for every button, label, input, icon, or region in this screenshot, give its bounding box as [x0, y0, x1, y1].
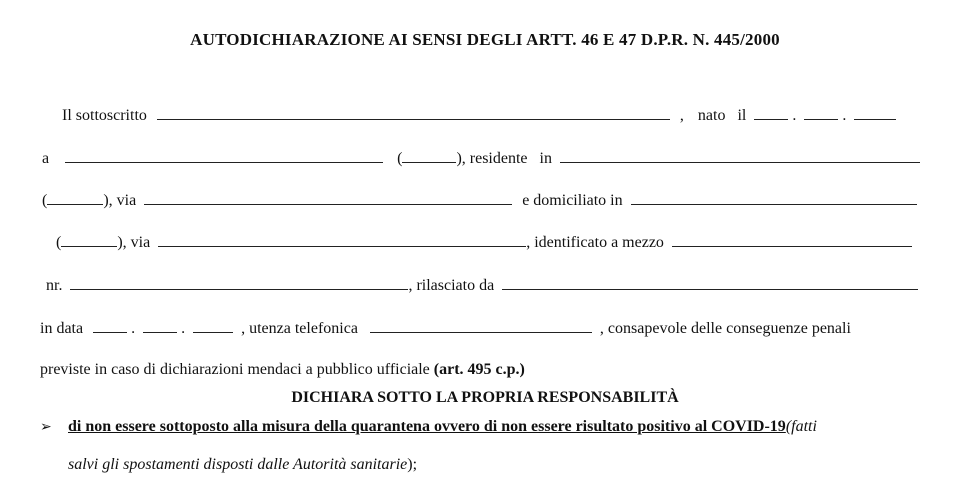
label-consapevole: , consapevole delle conseguenze penali [599, 320, 851, 337]
declaration-text: di non essere sottoposto alla misura della quarantena ovvero di non essere risultato positivo al COVID-19 [68, 418, 786, 435]
declaration-note-line [68, 455, 417, 475]
row-domicile-address [56, 232, 912, 253]
paren-open: ( [56, 234, 62, 251]
label-in: in [539, 150, 552, 167]
label-residente: ), residente [456, 150, 528, 167]
label-a: a [42, 150, 50, 167]
row-residence-address [42, 190, 917, 211]
field-id-document[interactable] [672, 232, 912, 247]
arrow-bullet-icon: ➢ [40, 420, 52, 435]
field-residence-province[interactable] [47, 190, 103, 205]
label-in-data: in data [40, 320, 84, 337]
declaration-heading: DICHIARA SOTTO LA PROPRIA RESPONSABILITÀ [291, 389, 679, 406]
row-birthplace [42, 148, 920, 169]
declaration-item [40, 418, 817, 436]
document-title: AUTODICHIARAZIONE AI SENSI DEGLI ARTT. 46 E 47 D.P.R. N. 445/2000 [190, 30, 780, 49]
label-utenza: , utenza telefonica [241, 320, 358, 337]
date-separator: . [131, 320, 136, 337]
field-birth-day[interactable] [754, 105, 788, 120]
field-birth-province[interactable] [402, 148, 456, 163]
field-issue-day[interactable] [93, 318, 127, 333]
field-domicile-province[interactable] [61, 232, 117, 247]
label-previste: previste in caso di dichiarazioni mendaci a pubblico ufficiale [40, 361, 430, 378]
date-separator: . [842, 107, 847, 124]
field-issued-by[interactable] [502, 275, 918, 290]
label-il: il [737, 107, 747, 124]
field-birth-year[interactable] [854, 105, 896, 120]
label-domiciliato: e domiciliato in [522, 192, 623, 209]
field-birth-month[interactable] [804, 105, 838, 120]
label-nato: nato [697, 107, 726, 124]
label-via: ), via [117, 234, 151, 251]
field-domicile-street[interactable] [158, 232, 526, 247]
field-domicile-city[interactable] [631, 190, 917, 205]
field-phone[interactable] [370, 318, 592, 333]
label-identificato: , identificato a mezzo [526, 234, 664, 251]
row-sottoscritto [62, 105, 896, 126]
field-birth-city[interactable] [65, 148, 383, 163]
paren-open: ( [397, 150, 403, 167]
declaration-note-start: (fatti [785, 418, 817, 435]
field-name[interactable] [157, 105, 670, 120]
date-separator: . [792, 107, 797, 124]
field-residence-street[interactable] [144, 190, 512, 205]
field-issue-month[interactable] [143, 318, 177, 333]
field-residence-city[interactable] [560, 148, 920, 163]
label-sottoscritto: Il sottoscritto [62, 107, 147, 124]
comma: , [679, 107, 684, 124]
row-previste [40, 360, 525, 380]
paren-open: ( [42, 192, 48, 209]
declaration-note: salvi gli spostamenti disposti dalle Autorità sanitarie [68, 456, 408, 473]
field-issue-year[interactable] [193, 318, 233, 333]
row-issue-date [40, 318, 851, 339]
label-art-495: (art. 495 c.p.) [433, 361, 525, 378]
label-rilasciato: , rilasciato da [408, 277, 495, 294]
date-separator: . [181, 320, 186, 337]
field-document-number[interactable] [70, 275, 408, 290]
row-document-number [46, 275, 918, 296]
label-via: ), via [103, 192, 137, 209]
declaration-end: ); [407, 456, 418, 473]
label-nr: nr. [46, 277, 63, 294]
